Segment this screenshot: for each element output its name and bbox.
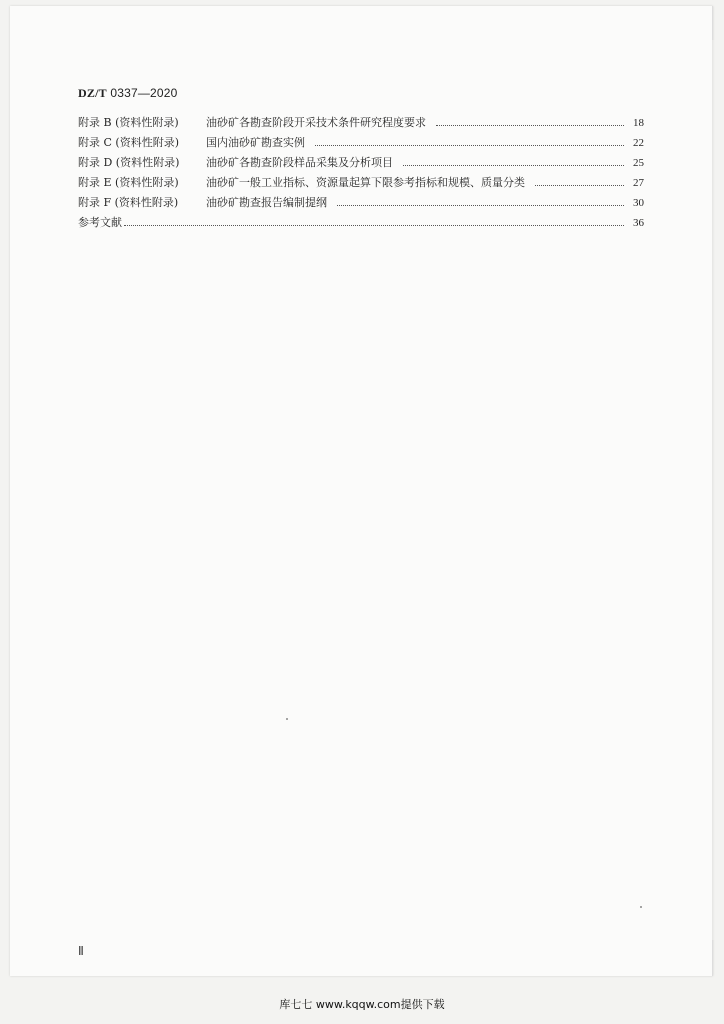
toc-entry-label: 附录 F (资料性附录) (78, 196, 179, 209)
toc-entry-page: 18 (633, 117, 644, 129)
toc-entry-label: 附录 E (资料性附录) (78, 176, 179, 189)
toc-entry-appendix-f[interactable] (78, 194, 644, 214)
toc-entry-title: 国内油砂矿勘查实例 (206, 136, 305, 149)
toc-entry-page: 36 (633, 217, 644, 229)
toc-entry-page: 27 (633, 177, 644, 189)
standard-prefix: DZ/T (78, 86, 107, 100)
toc-entry-label: 附录 D (资料性附录) (78, 156, 180, 169)
table-of-contents (78, 114, 644, 234)
toc-entry-title: 油砂矿勘查报告编制提纲 (206, 196, 327, 209)
standard-code-header (78, 86, 178, 101)
standard-number: 0337—2020 (110, 86, 178, 100)
toc-leader-dots (535, 184, 624, 186)
toc-leader-dots (315, 144, 624, 146)
scan-speck (640, 906, 642, 908)
toc-entry-references[interactable] (78, 214, 644, 234)
toc-entry-title: 油砂矿各勘查阶段开采技术条件研究程度要求 (206, 116, 426, 129)
toc-entry-page: 25 (633, 157, 644, 169)
toc-entry-appendix-c[interactable] (78, 134, 644, 154)
toc-entry-label: 附录 B (资料性附录) (78, 116, 179, 129)
toc-leader-dots (403, 164, 624, 166)
toc-entry-appendix-e[interactable] (78, 174, 644, 194)
toc-entry-page: 22 (633, 137, 644, 149)
toc-entry-appendix-b[interactable] (78, 114, 644, 134)
toc-leader-dots (124, 224, 624, 226)
toc-entry-title: 油砂矿一般工业指标、资源量起算下限参考指标和规模、质量分类 (206, 176, 525, 189)
page-edge-shadow (712, 40, 715, 940)
download-watermark: 库七七 www.kqqw.com提供下载 (279, 998, 445, 1011)
toc-entry-title: 参考文献 (78, 216, 122, 229)
toc-entry-appendix-d[interactable] (78, 154, 644, 174)
scan-speck (286, 718, 288, 720)
page-number: Ⅱ (78, 944, 84, 958)
toc-entry-label: 附录 C (资料性附录) (78, 136, 179, 149)
toc-entry-title: 油砂矿各勘查阶段样品采集及分析项目 (206, 156, 393, 169)
toc-leader-dots (337, 204, 624, 206)
toc-leader-dots (436, 124, 624, 126)
toc-entry-page: 30 (633, 197, 644, 209)
